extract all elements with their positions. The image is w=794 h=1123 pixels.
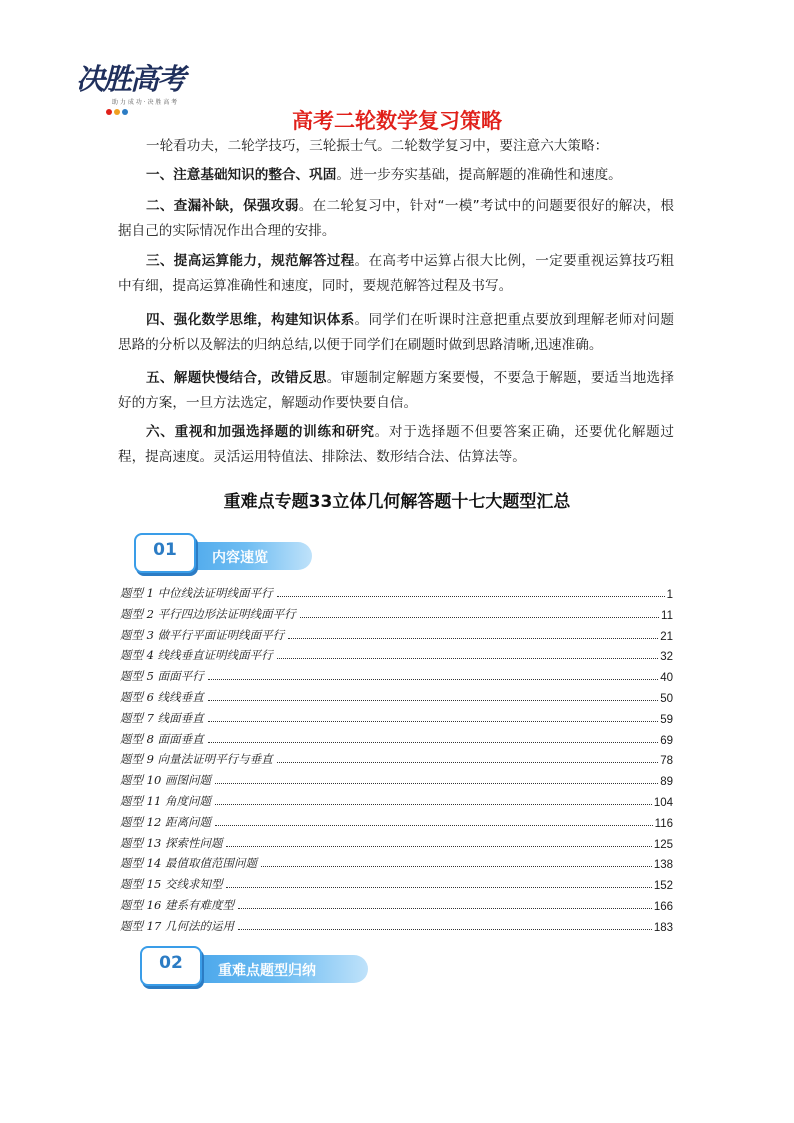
strategy-6-text: 。对于选择题不但要答案正确，还要优化解题过程，提高速度。灵活运用特值法、排除法、数形结合法、估算法等。 [118,424,674,465]
toc-leader-dots [261,865,652,867]
toc-item-label: 题型 6 线线垂直 [120,690,204,704]
toc-item[interactable] [120,645,673,663]
toc-item[interactable] [120,770,673,788]
toc-item[interactable] [120,895,673,913]
toc-item-label: 题型 2 平行四边形法证明线面平行 [120,606,296,621]
toc-item-page: 1 [666,589,673,601]
toc-item-page: 11 [661,609,673,622]
strategy-2-heading: 二、查漏补缺，保强攻弱 [146,198,299,214]
toc-item-page: 78 [660,755,673,768]
logo-text: 决胜高考 [76,62,185,96]
toc-leader-dots [226,886,651,888]
toc-leader-dots [238,928,652,930]
toc-item-page: 152 [653,880,673,893]
toc-leader-dots [215,803,652,805]
toc-item-label: 题型 14 最值取值范围问题 [120,856,257,871]
toc-item-label: 题型 11 角度问题 [120,794,211,808]
toc-item-page: 138 [653,859,673,872]
toc-leader-dots [277,657,659,659]
toc-item[interactable] [120,749,673,767]
toc-leader-dots [215,824,653,826]
section-number: 02 [159,953,183,973]
toc-item-page: 40 [660,672,673,685]
toc-item-page: 59 [660,713,673,726]
toc-item-label: 题型 1 中位线法证明线面平行 [120,586,273,600]
toc-leader-dots [277,595,665,597]
toc-item-label: 题型 16 建系有难度型 [120,898,234,912]
section-header-types [140,946,370,986]
toc-leader-dots [208,720,659,722]
toc-item[interactable] [120,604,673,622]
strategy-3-text: 。在高考中运算占很大比例，一定要重视运算技巧粗中有细，提高运算准确性和速度，同时，要规范解答过程及书写。 [118,253,675,294]
strategy-6-heading: 六、重视和加强选择题的训练和研究 [146,424,375,440]
toc-item-page: 89 [660,776,673,789]
toc-item-page: 125 [653,838,673,851]
toc-leader-dots [226,845,651,847]
toc-leader-dots [288,637,658,639]
toc-item[interactable] [120,687,673,705]
toc-item-label: 题型 13 探索性问题 [120,835,223,850]
toc-item[interactable] [120,916,673,934]
toc-leader-dots [277,761,659,763]
strategy-1 [118,163,674,188]
toc-item-page: 104 [653,797,673,809]
toc-leader-dots [238,907,652,909]
toc-item-label: 题型 8 面面垂直 [120,731,204,746]
strategy-2-text: 。在二轮复习中，针对“一模”考试中的问题要很好的解决，根据自己的实际情况作出合理的安排。 [118,198,674,239]
toc-item-page: 116 [654,817,673,830]
toc-item-page: 183 [653,921,673,934]
section-header-label: 重难点题型归纳 [218,963,316,979]
toc-item[interactable] [120,812,673,830]
section-number-tag [134,533,196,573]
strategy-5-text: 。审题制定解题方案要慢，不要急于解题，要适当地选择好的方案，一旦方法选定，解题动作要快要自信。 [118,370,675,411]
toc-item-label: 题型 4 线线垂直证明线面平行 [120,648,273,663]
intro-paragraph: 一轮看功夫，二轮学技巧，三轮振士气。二轮数学复习中，要注意六大策略： [146,138,609,154]
toc-item-label: 题型 17 几何法的运用 [120,918,234,933]
toc-item-page: 50 [660,693,673,705]
toc-item[interactable] [120,853,673,871]
toc-item-page: 21 [660,630,673,643]
section-header-overview [134,533,314,573]
strategy-4-text: 。同学们在听课时注意把重点要放到理解老师对问题思路的分析以及解法的归纳总结,以便于同学们在刷题时做到思路清晰,迅速准确。 [118,312,675,353]
strategy-2 [118,194,674,244]
toc-leader-dots [208,699,659,701]
strategy-1-heading: 一、注意基础知识的整合、巩固 [146,167,337,183]
toc-item[interactable] [120,583,673,601]
toc-item[interactable] [120,791,673,809]
toc-item-label: 题型 12 距离问题 [120,814,211,829]
toc-item[interactable] [120,874,673,892]
toc-leader-dots [208,741,659,743]
section-number-tag [140,946,202,986]
toc-item-label: 题型 9 向量法证明平行与垂直 [120,752,273,767]
toc-leader-dots [208,678,659,680]
toc-leader-dots [300,616,659,618]
toc-item[interactable] [120,625,673,643]
strategy-3 [118,249,674,299]
strategy-5 [118,366,674,416]
toc-item-label: 题型 7 线面垂直 [120,710,204,725]
section-subtitle: 重难点专题33立体几何解答题十七大题型汇总 [223,492,571,512]
strategy-1-text: 。进一步夯实基础，提高解题的准确性和速度。 [336,167,622,183]
toc-item[interactable] [120,833,673,851]
strategy-3-heading: 三、提高运算能力，规范解答过程 [146,253,355,269]
toc-item-page: 69 [660,734,673,747]
toc-item-label: 题型 10 画图问题 [120,773,211,788]
page-title: 高考二轮数学复习策略 [292,109,502,133]
toc-item-page: 32 [660,651,673,664]
toc-item-label: 题型 15 交线求知型 [120,877,223,892]
strategy-6 [118,420,674,470]
toc-item[interactable] [120,729,673,747]
strategy-5-heading: 五、解题快慢结合，改错反思 [146,370,327,386]
toc-item-label: 题型 5 面面平行 [120,669,204,684]
strategy-4 [118,308,674,358]
toc-item-label: 题型 3 做平行平面证明线面平行 [120,627,285,642]
toc-item[interactable] [120,666,673,684]
section-header-label: 内容速览 [212,550,268,566]
logo-subtext: 助 力 成 功 · 决 胜 高 考 [112,99,178,106]
section-number: 01 [153,540,177,560]
toc-item[interactable] [120,708,673,726]
strategy-4-heading: 四、强化数学思维，构建知识体系 [146,312,355,328]
toc-item-page: 166 [653,901,673,913]
toc-leader-dots [215,782,658,784]
